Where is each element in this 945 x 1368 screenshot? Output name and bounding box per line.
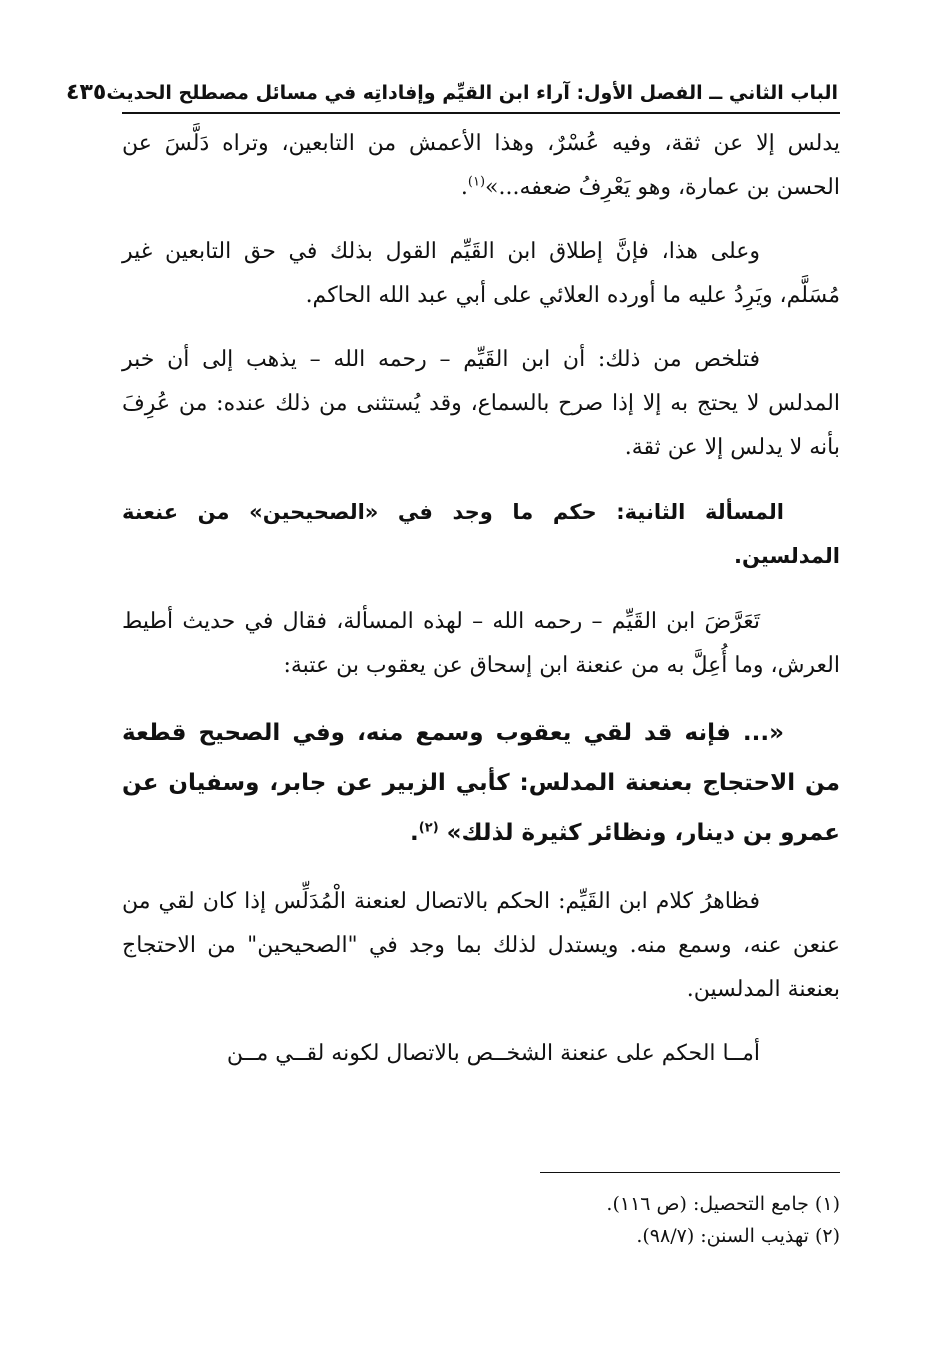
footnote-ref-2: (٢) xyxy=(418,820,439,836)
paragraph-continuation-tail: . xyxy=(460,175,468,200)
header-title: الباب الثاني ــ الفصل الأول: آراء ابن القيِّم وإفاداتِه في مسائل مصطلح الحديث xyxy=(106,82,838,104)
paragraph-after-quote: فظاهرُ كلام ابن القَيِّم: الحكم بالاتصال لعنعنة الْمُدَلِّس إذا كان لقي من عنعن عنه، وسمع منه. ويستدل لذلك بما وجد في "الصحيحين" من الاحتجاج بعنعنة المدلسين. xyxy=(122,889,840,1002)
footnote-ref-1: (١) xyxy=(467,174,486,190)
block-quote-tail: . xyxy=(410,820,419,846)
paragraph-continuation-text: يدلس إلا عن ثقة، وفيه عُسْرٌ، وهذا الأعمش من التابعين، وتراه دَلَّسَ عن الحسن بن عمارة، وهو يَعْرِفُ ضعفه...» xyxy=(122,131,840,200)
running-header xyxy=(66,78,840,114)
footnote-separator xyxy=(540,1172,840,1173)
page-number: ٤٣٥ xyxy=(66,80,107,105)
paragraph-tabiin: وعلى هذا، فإنَّ إطلاق ابن القَيِّم القول بذلك في حق التابعين غير مُسَلَّم، ويَرِدُ عليه ما أورده العلائي على أبي عبد الله الحاكم. xyxy=(122,239,840,308)
paragraph-intro: تَعَرَّضَ ابن القَيِّم – رحمه الله – لهذه المسألة، فقال في حديث أطيط العرش، وما أُعِلَّ به من عنعنة ابن إسحاق عن يعقوب بن عتبة: xyxy=(122,609,840,678)
block-quote xyxy=(122,708,840,858)
section-heading: المسألة الثانية: حكم ما وجد في «الصحيحين» من عنعنة المدلسين. xyxy=(122,500,840,568)
body-text xyxy=(122,122,840,1076)
footnotes xyxy=(122,1188,840,1252)
paragraph-last: أمــا الحكم على عنعنة الشخــص بالاتصال لكونه لقــي مــن xyxy=(226,1041,760,1066)
paragraph-continuation xyxy=(122,122,840,210)
paragraph-summary: فتلخص من ذلك: أن ابن القَيِّم – رحمه الله – يذهب إلى أن خبر المدلس لا يحتج به إلا إذا صرح بالسماع، وقد يُستثنى من ذلك عنده: من عُرِفَ بأنه لا يدلس إلا عن ثقة. xyxy=(122,347,840,460)
document-page xyxy=(66,78,840,1076)
footnote-2: (٢) تهذيب السنن: (٩٨/٧). xyxy=(636,1225,840,1247)
block-quote-text: «... فإنه قد لقي يعقوب وسمع منه، وفي الصحيح قطعة من الاحتجاج بعنعنة المدلس: كأبي الزبير عن جابر، وسفيان عن عمرو بن دينار، ونظائر كثيرة لذلك» xyxy=(122,720,840,846)
footnote-1: (١) جامع التحصيل: (ص ١١٦). xyxy=(606,1193,840,1215)
